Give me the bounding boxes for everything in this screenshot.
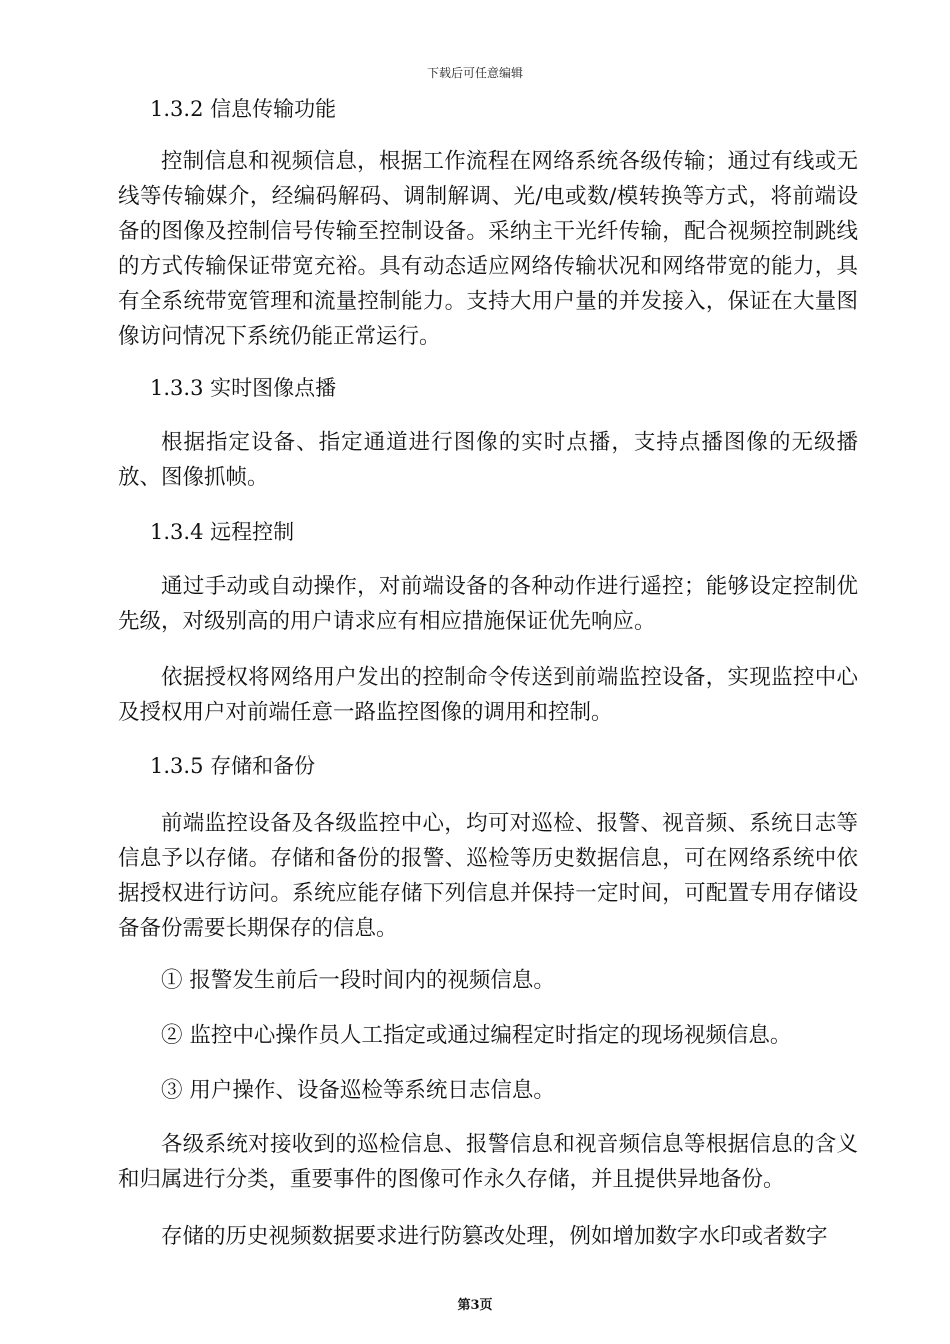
- section-heading-1-3-3: 1.3.3 实时图像点播: [150, 376, 337, 400]
- paragraph-storage-intro: 前端监控设备及各级监控中心，均可对巡检、报警、视音频、系统日志等信息予以存储。存储和备份的报警、巡检等历史数据信息，可在网络系统中依据授权进行访问。系统应能存储下列信息并保持一定时间，可配置专用存储设备备份需要长期保存的信息。: [118, 811, 858, 941]
- paragraph-realtime-playback: 根据指定设备、指定通道进行图像的实时点播，支持点播图像的无级播放、图像抓帧。: [118, 430, 858, 490]
- section-heading-1-3-4: 1.3.4 远程控制: [150, 520, 295, 544]
- page-header-note: 下载后可任意编辑: [426, 66, 523, 80]
- list-item-storage-2: ② 监控中心操作员人工指定或通过编程定时指定的现场视频信息。: [161, 1023, 792, 1048]
- paragraph-storage-classification: 各级系统对接收到的巡检信息、报警信息和视音频信息等根据信息的含义和归属进行分类，重要事件的图像可作永久存储，并且提供异地备份。: [118, 1132, 858, 1192]
- section-heading-1-3-5: 1.3.5 存储和备份: [150, 754, 316, 778]
- section-heading-1-3-2: 1.3.2 信息传输功能: [150, 97, 337, 121]
- list-item-storage-3: ③ 用户操作、设备巡检等系统日志信息。: [161, 1078, 555, 1103]
- list-item-storage-1: ① 报警发生前后一段时间内的视频信息。: [161, 968, 555, 993]
- page-number: 第3页: [457, 1298, 493, 1313]
- paragraph-remote-control-1: 通过手动或自动操作，对前端设备的各种动作进行遥控；能够设定控制优先级，对级别高的用户请求应有相应措施保证优先响应。: [118, 574, 858, 634]
- paragraph-transmission: 控制信息和视频信息，根据工作流程在网络系统各级传输；通过有线或无线等传输媒介，经编码解码、调制解调、光/电或数/模转换等方式，将前端设备的图像及控制信号传输至控制设备。采纳主干光纤传输，配合视频控制跳线的方式传输保证带宽充裕。具有动态适应网络传输状况和网络带宽的能力，具有全系统带宽管理和流量控制能力。支持大用户量的并发接入，保证在大量图像访问情况下系统仍能正常运行。: [118, 149, 858, 349]
- paragraph-remote-control-2: 依据授权将网络用户发出的控制命令传送到前端监控设备，实现监控中心及授权用户对前端任意一路监控图像的调用和控制。: [118, 665, 858, 725]
- paragraph-storage-tamper: 存储的历史视频数据要求进行防篡改处理，例如增加数字水印或者数字: [161, 1224, 828, 1249]
